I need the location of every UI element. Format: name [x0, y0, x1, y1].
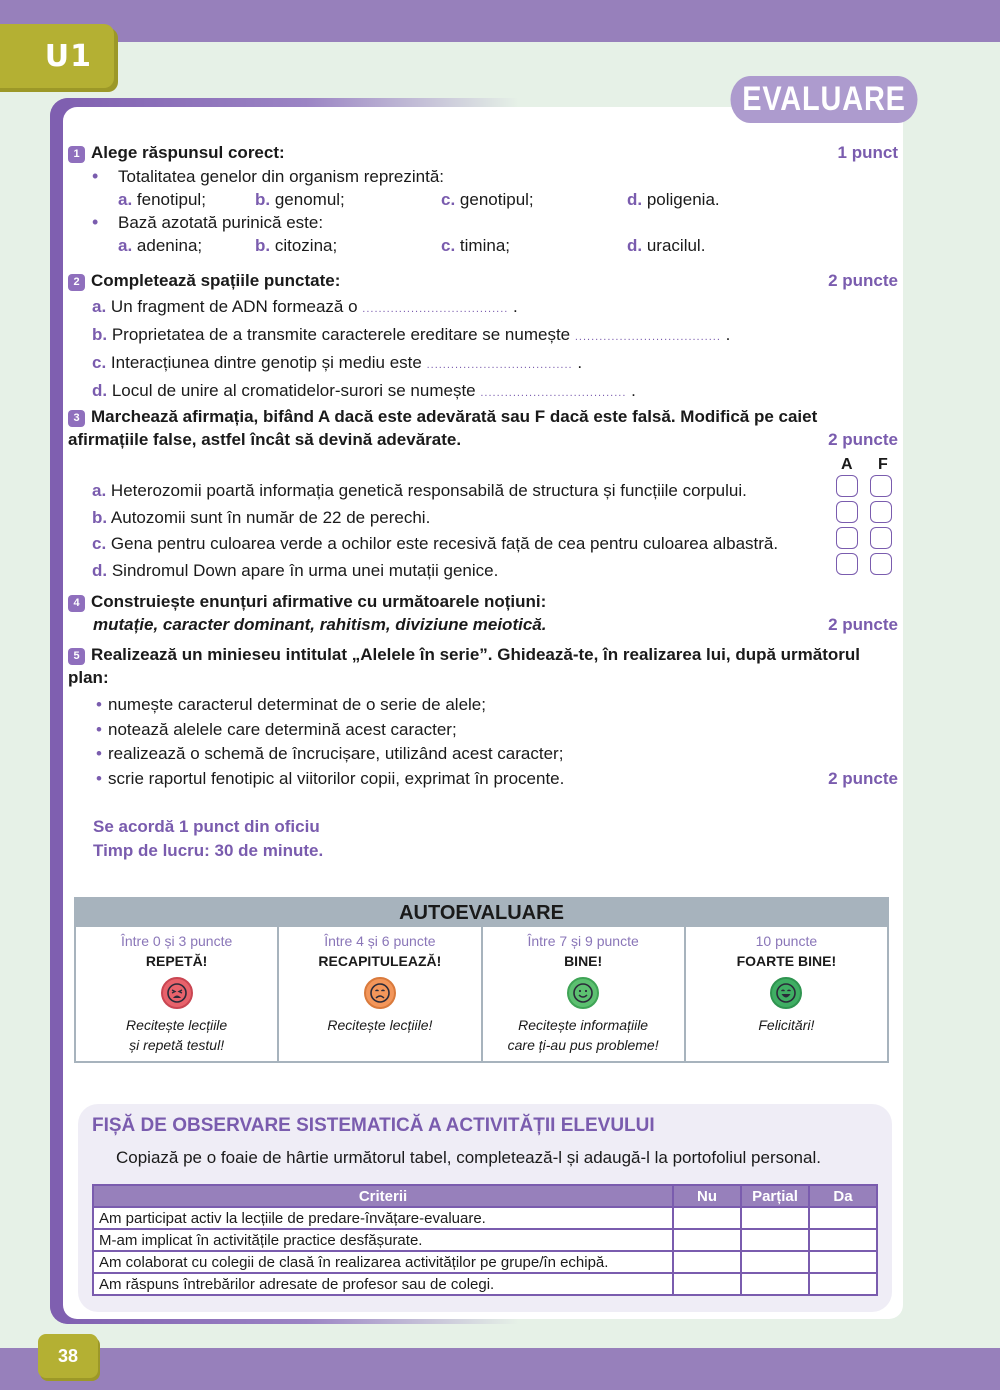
level-10: 10 puncte FOARTE BINE! Felicitări! — [736, 933, 837, 1033]
fill-item-a: a. Un fragment de ADN formează o .................................... . — [92, 297, 518, 316]
checkbox-d-false[interactable] — [870, 553, 892, 575]
cell-nu[interactable] — [673, 1229, 741, 1251]
question-title-line1: Marchează afirmația, bifând A dacă este adevărată sau F dacă este falsă. Modifică pe caiet — [91, 407, 818, 426]
cell-nu[interactable] — [673, 1207, 741, 1229]
statement-c: c. Gena pentru culoarea verde a ochilor este recesivă față de cea pentru culoarea albastră. — [92, 534, 779, 553]
question-title: Completează spațiile punctate: — [91, 271, 341, 290]
cell-partial[interactable] — [741, 1251, 809, 1273]
question-title: Alege răspunsul corect: — [91, 143, 285, 162]
question-number: 2 — [68, 274, 85, 291]
column-a-label: A — [841, 456, 853, 473]
points-label: 2 puncte — [828, 430, 898, 449]
table-row: M-am implicat în activitățile practice desfășurate. — [93, 1229, 877, 1251]
checkbox-d-true[interactable] — [836, 553, 858, 575]
option-c: c. genotipul; — [441, 190, 534, 209]
option-b: b. citozina; — [255, 236, 338, 255]
self-assessment-title: AUTOEVALUARE — [76, 899, 887, 927]
option-b: b. genomul; — [255, 190, 345, 209]
question-title-line2: plan: — [68, 668, 109, 687]
cell-nu[interactable] — [673, 1273, 741, 1295]
page-number: 38 — [38, 1334, 98, 1378]
cell-nu[interactable] — [673, 1251, 741, 1273]
points-label: 2 puncte — [828, 271, 898, 290]
bottom-band — [0, 1348, 1000, 1390]
crying-face-icon — [161, 977, 193, 1009]
column-header: Criterii — [93, 1185, 673, 1207]
question-1 — [68, 141, 898, 257]
column-header: Da — [809, 1185, 877, 1207]
checkbox-b-true[interactable] — [836, 501, 858, 523]
level-7-9: Între 7 și 9 puncte BINE! Recitește informațiile care ți-au pus probleme! — [483, 927, 686, 1061]
question-number: 3 — [68, 410, 85, 427]
option-d: d. poligenia. — [627, 190, 720, 209]
question-title: Construiește enunțuri afirmative cu următoarele noțiuni: — [91, 592, 547, 611]
sad-face-icon — [364, 977, 396, 1009]
checkbox-a-true[interactable] — [836, 475, 858, 497]
level-0-3: Între 0 și 3 puncte REPETĂ! Recitește lecțiile și repetă testul! — [76, 927, 279, 1061]
self-assessment-table — [74, 897, 889, 1063]
statement-b: b. Autozomii sunt în număr de 22 de perechi. — [92, 507, 431, 527]
cell-partial[interactable] — [741, 1229, 809, 1251]
question-number: 1 — [68, 146, 85, 163]
fill-item-b: b. Proprietatea de a transmite caracterele ereditare se numește .................................... . — [92, 325, 731, 344]
question-5 — [68, 643, 898, 791]
checkbox-c-false[interactable] — [870, 527, 892, 549]
question-title-line2: afirmațiile false, astfel încât să devină adevărate. — [68, 430, 462, 449]
observation-title: FIȘĂ DE OBSERVARE SISTEMATICĂ A ACTIVITĂȚII ELEVULUI — [92, 1115, 655, 1136]
question-number: 5 — [68, 648, 85, 665]
option-a: a. adenina; — [118, 236, 203, 255]
column-header: Nu — [673, 1185, 741, 1207]
table-row: Am colaborat cu colegii de clasă în realizarea activităților pe grupe/în echipă. — [93, 1251, 877, 1273]
time-note: Timp de lucru: 30 de minute. — [93, 841, 324, 860]
cell-da[interactable] — [809, 1273, 877, 1295]
options-row — [118, 188, 898, 211]
plan-item: • numește caracterul determinat de o serie de alele; — [96, 693, 898, 718]
plan-item: • realizează o schemă de încrucișare, utilizând acest caracter; — [96, 742, 898, 767]
table-header-row — [93, 1185, 877, 1207]
cell-partial[interactable] — [741, 1273, 809, 1295]
statement-a: a. Heterozomii poartă informația genetică responsabilă de structura și funcțiile corpului. — [92, 481, 747, 500]
blank-field[interactable]: .................................... — [362, 303, 509, 315]
options-row — [118, 234, 898, 257]
question-prompt: • Totalitatea genelor din organism reprezintă: — [92, 165, 898, 188]
question-4 — [68, 590, 898, 636]
plan-item: • scrie raportul fenotipic al viitorilor copii, exprimat în procente. — [96, 767, 564, 792]
observation-instructions: Copiază pe o foaie de hârtie următorul tabel, completează-l și adaugă-l la portofoliul personal. — [116, 1148, 821, 1167]
column-header: Parțial — [741, 1185, 809, 1207]
blank-field[interactable]: .................................... — [480, 387, 627, 399]
checkbox-c-true[interactable] — [836, 527, 858, 549]
cell-da[interactable] — [809, 1229, 877, 1251]
scoring-notes — [93, 815, 323, 863]
checkbox-a-false[interactable] — [870, 475, 892, 497]
fill-item-d: d. Locul de unire al cromatidelor-surori se numește .................................... . — [92, 381, 636, 400]
question-3 — [68, 405, 898, 580]
table-row: Am răspuns întrebărilor adresate de profesor sau de colegi. — [93, 1273, 877, 1295]
blank-field[interactable]: .................................... — [426, 359, 573, 371]
question-title-line1: Realizează un minieseu intitulat „Alelele în serie”. Ghidează-te, în realizarea lui, după următorul — [91, 645, 860, 664]
bonus-note: Se acordă 1 punct din oficiu — [93, 817, 320, 836]
points-label: 2 puncte — [828, 615, 898, 634]
option-d: d. uracilul. — [627, 236, 706, 255]
statement-d: d. Sindromul Down apare în urma unei mutații genice. — [92, 560, 499, 580]
column-f-label: F — [878, 456, 888, 473]
points-label: 2 puncte — [828, 768, 898, 788]
cell-partial[interactable] — [741, 1207, 809, 1229]
section-title: EVALUARE — [731, 76, 918, 123]
cell-da[interactable] — [809, 1251, 877, 1273]
cell-da[interactable] — [809, 1207, 877, 1229]
question-2 — [68, 268, 898, 406]
points-label: 1 punct — [837, 143, 898, 162]
top-band — [0, 0, 1000, 42]
table-row: Am participat activ la lecțiile de predare-învățare-evaluare. — [93, 1207, 877, 1229]
fill-item-c: c. Interacțiunea dintre genotip și mediu este .................................... . — [92, 353, 583, 372]
question-number: 4 — [68, 595, 85, 612]
level-4-6: Între 4 și 6 puncte RECAPITULEAZĂ! Recitește lecțiile! — [279, 927, 482, 1061]
checkbox-b-false[interactable] — [870, 501, 892, 523]
option-c: c. timina; — [441, 236, 510, 255]
smile-face-icon — [567, 977, 599, 1009]
option-a: a. fenotipul; — [118, 190, 206, 209]
criteria-table — [92, 1184, 878, 1296]
blank-field[interactable]: .................................... — [574, 331, 721, 343]
unit-tab: U1 — [0, 24, 114, 88]
plan-item: • notează alelele care determină acest caracter; — [96, 718, 898, 743]
question-terms: mutație, caracter dominant, rahitism, diviziune meiotică. — [93, 615, 547, 634]
laughing-face-icon — [770, 977, 802, 1009]
question-prompt: • Bază azotată purinică este: — [92, 211, 898, 234]
